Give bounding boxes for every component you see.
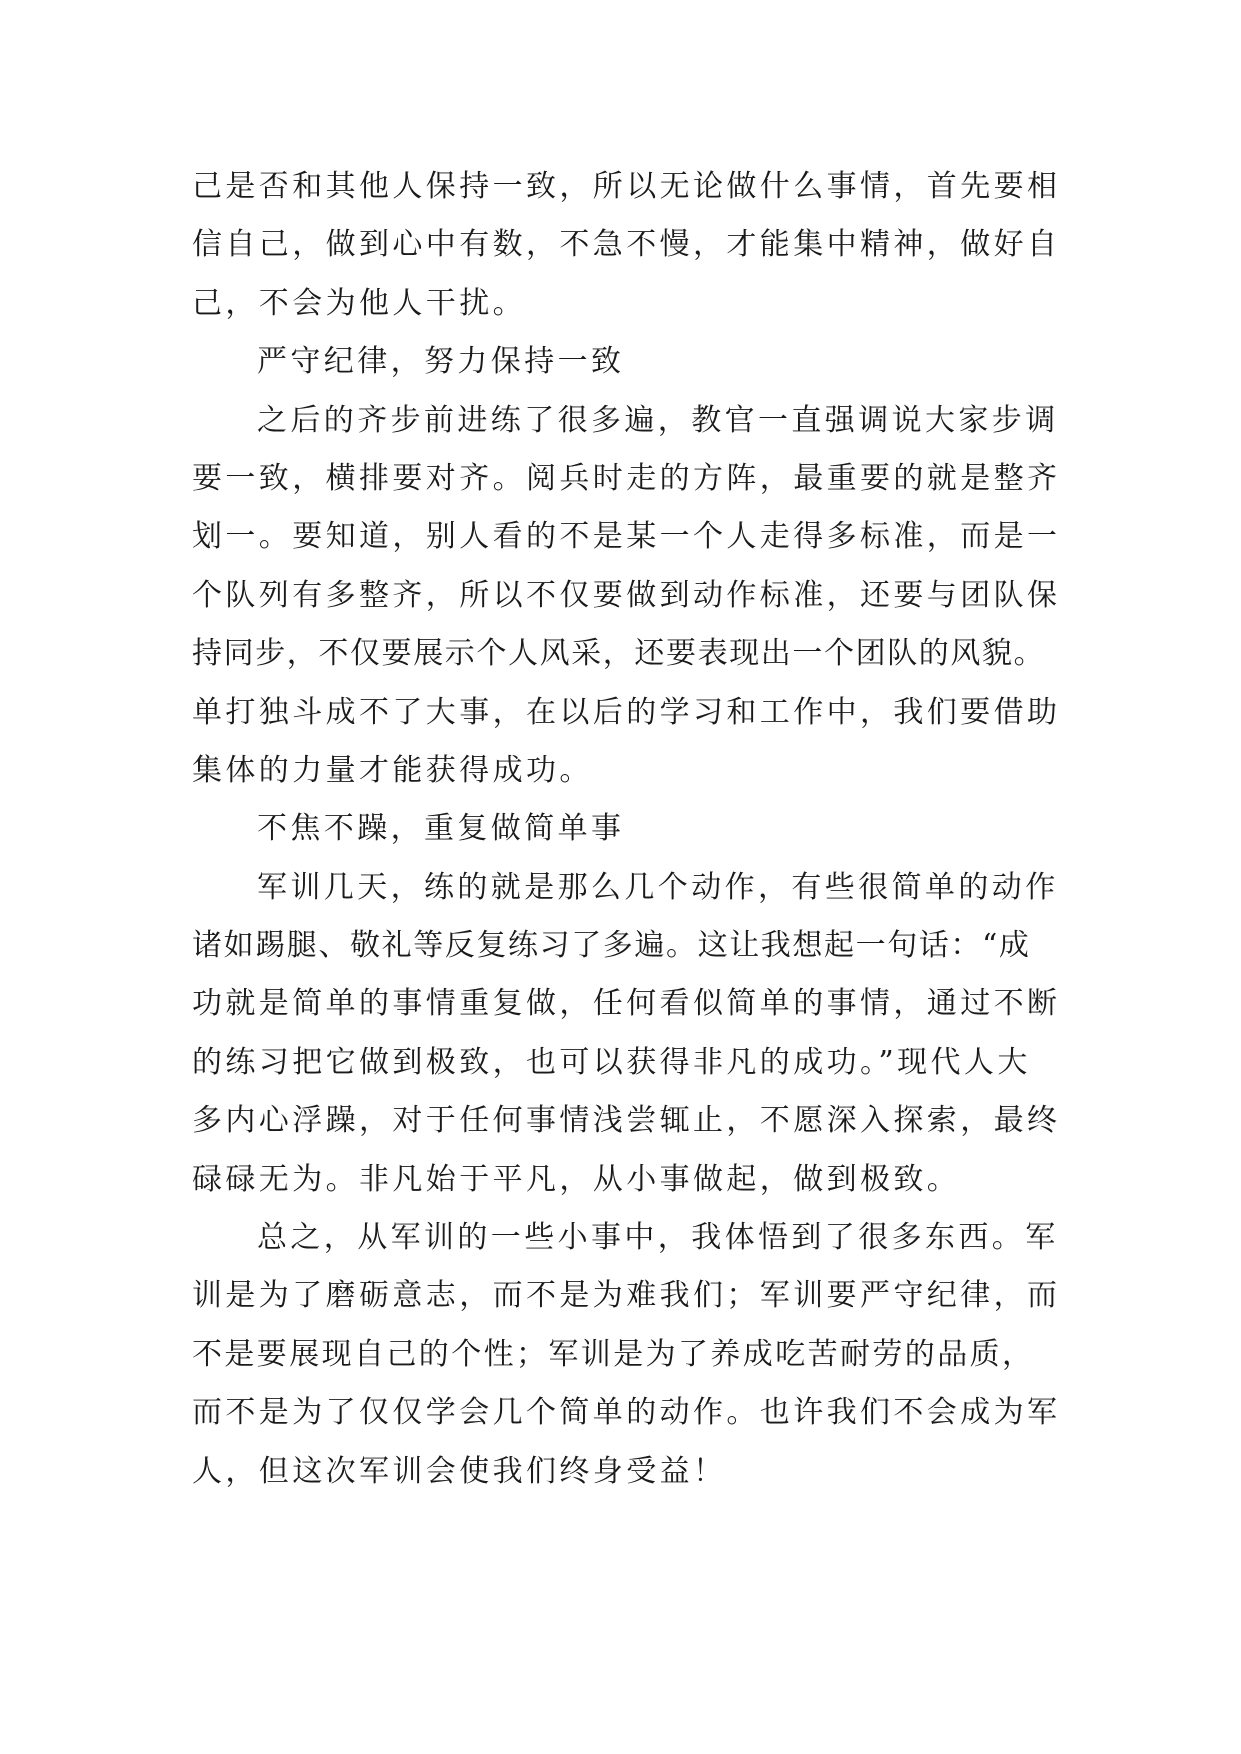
body-line: 军训几天，练的就是那么几个动作，有些很简单的动作 xyxy=(257,869,1059,905)
body-line: 个队列有多整齐，所以不仅要做到动作标准，还要与团队保 xyxy=(192,577,1061,613)
body-line: 要一致，横排要对齐。阅兵时走的方阵，最重要的就是整齐 xyxy=(192,460,1061,496)
body-line: 诸如踢腿、敬礼等反复练习了多遍。这让我想起一句话：“成 xyxy=(192,928,1031,964)
document-body xyxy=(192,158,1062,1501)
body-line: 人，但这次军训会使我们终身受益！ xyxy=(192,1453,727,1489)
body-line: 持同步，不仅要展示个人风采，还要表现出一个团队的风貌。 xyxy=(192,636,1046,672)
body-line: 集体的力量才能获得成功。 xyxy=(192,752,593,788)
body-line: 之后的齐步前进练了很多遍，教官一直强调说大家步调 xyxy=(257,402,1059,438)
body-line: 不是要展现自己的个性；军训是为了养成吃苦耐劳的品质， xyxy=(192,1336,1035,1372)
body-line: 己是否和其他人保持一致，所以无论做什么事情，首先要相 xyxy=(192,169,1061,204)
body-line: 功就是简单的事情重复做，任何看似简单的事情，通过不断 xyxy=(192,986,1061,1022)
body-line: 而不是为了仅仅学会几个简单的动作。也许我们不会成为军 xyxy=(192,1395,1061,1431)
body-line: 单打独斗成不了大事，在以后的学习和工作中，我们要借助 xyxy=(192,694,1061,730)
section-heading: 严守纪律，努力保持一致 xyxy=(257,344,625,380)
body-line: 训是为了磨砺意志，而不是为难我们；军训要严守纪律，而 xyxy=(192,1278,1061,1314)
body-line: 总之，从军训的一些小事中，我体悟到了很多东西。军 xyxy=(257,1220,1059,1256)
body-line: 多内心浮躁，对于任何事情浅尝辄止，不愿深入探索，最终 xyxy=(192,1103,1061,1139)
section-heading: 不焦不躁，重复做简单事 xyxy=(257,811,625,847)
body-line: 碌碌无为。非凡始于平凡，从小事做起，做到极致。 xyxy=(192,1161,961,1197)
body-line: 己，不会为他人干扰。 xyxy=(192,285,526,321)
body-line: 划一。要知道，别人看的不是某一个人走得多标准，而是一 xyxy=(192,519,1061,555)
body-line: 信自己，做到心中有数，不急不慢，才能集中精神，做好自 xyxy=(192,227,1061,263)
body-line: 的练习把它做到极致，也可以获得非凡的成功。”现代人大 xyxy=(192,1044,1031,1080)
